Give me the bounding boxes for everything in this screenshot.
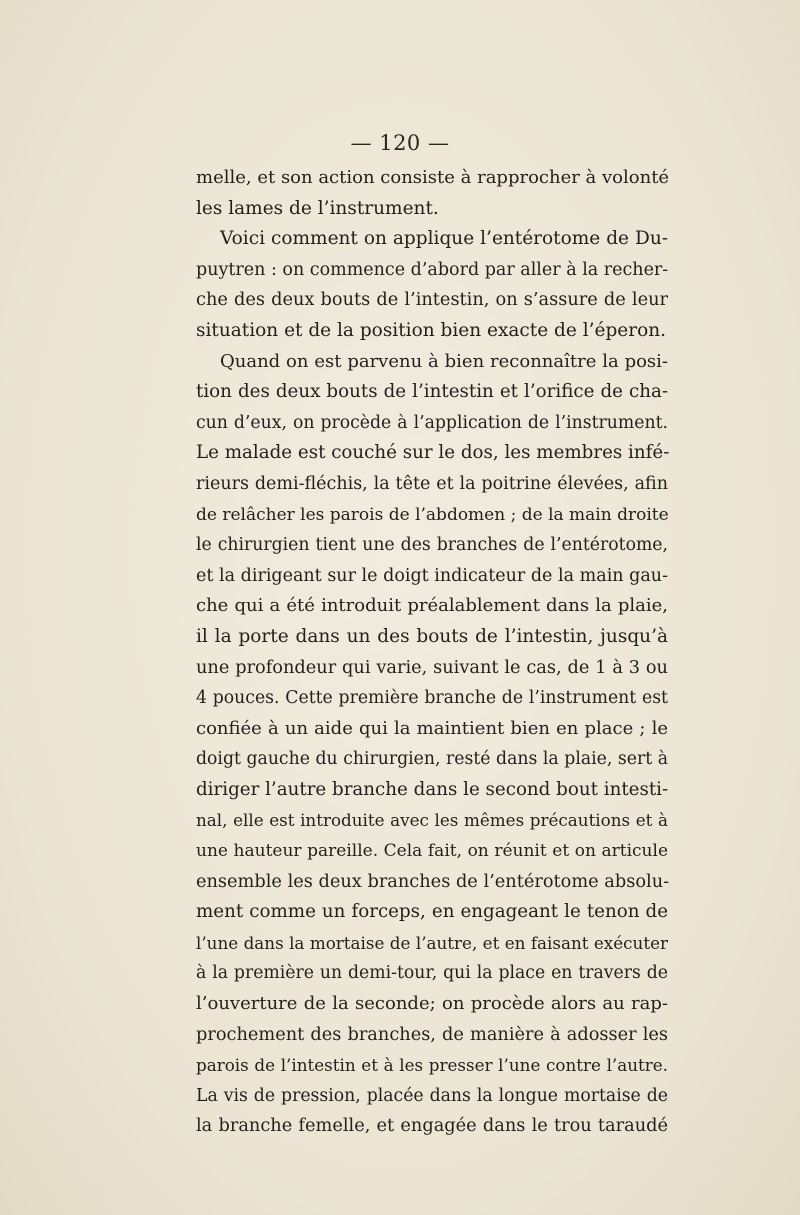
text-line: nal, elle est introduite avec les mêmes précautions et à bbox=[196, 810, 668, 831]
text-line: la branche femelle, et engagée dans le trou taraudé bbox=[196, 1116, 668, 1137]
body-text bbox=[196, 163, 668, 1142]
text-line: de relâcher les parois de l’abdomen ; de la main droite bbox=[196, 504, 669, 525]
text-line: Quand on est parvenu à bien reconnaître la posi- bbox=[220, 350, 668, 372]
text-line: che qui a été introduit préalablement dans la plaie, bbox=[196, 595, 668, 617]
text-line: confiée à un aide qui la maintient bien en place ; le bbox=[196, 717, 668, 739]
text-line: une profondeur qui varie, suivant le cas, de 1 à 3 ou bbox=[196, 657, 668, 678]
text-line: tion des deux bouts de l’intestin et l’orifice de cha- bbox=[196, 381, 668, 403]
text-line: l’une dans la mortaise de l’autre, et en faisant exécuter bbox=[196, 932, 668, 953]
text-line: ensemble les deux branches de l’entérotome absolu- bbox=[196, 871, 670, 892]
text-line: et la dirigeant sur le doigt indicateur de la main gau- bbox=[196, 565, 668, 586]
text-line: Le malade est couché sur le dos, les membres infé- bbox=[196, 442, 670, 464]
text-line: Voici comment on applique l’entérotome de Du- bbox=[220, 228, 668, 250]
text-line: l’ouverture de la seconde; on procède alors au rap- bbox=[196, 993, 668, 1015]
page-number: — 120 — bbox=[350, 131, 450, 155]
text-line: doigt gauche du chirurgien, resté dans la plaie, sert à bbox=[196, 749, 668, 770]
text-line: situation et de la position bien exacte de l’éperon. bbox=[196, 319, 667, 341]
text-line: à la première un demi-tour, qui la place en travers de bbox=[196, 963, 668, 984]
text-line: puytren : on commence d’abord par aller à la recher- bbox=[196, 259, 669, 280]
text-line: prochement des branches, de manière à adosser les bbox=[196, 1024, 668, 1045]
text-line: rieurs demi-fléchis, la tête et la poitrine élevées, afin bbox=[196, 473, 668, 494]
text-line: ment comme un forceps, en engageant le tenon de bbox=[196, 901, 668, 923]
text-line: parois de l’intestin et à les presser l’une contre l’autre. bbox=[196, 1055, 668, 1076]
text-line: che des deux bouts de l’intestin, on s’assure de leur bbox=[196, 290, 668, 311]
text-line: il la porte dans un des bouts de l’intestin, jusqu’à bbox=[196, 625, 668, 647]
text-line: melle, et son action consiste à rapprocher à volonté bbox=[196, 167, 670, 188]
text-line: les lames de l’instrument. bbox=[196, 197, 439, 219]
text-line: diriger l’autre branche dans le second bout intesti- bbox=[196, 778, 669, 800]
text-line: La vis de pression, placée dans la longue mortaise de bbox=[196, 1085, 668, 1106]
text-line: 4 pouces. Cette première branche de l’instrument est bbox=[196, 688, 668, 709]
text-line: une hauteur pareille. Cela fait, on réunit et on articule bbox=[196, 841, 668, 862]
text-line: cun d’eux, on procède à l’application de l’instrument. bbox=[196, 412, 668, 433]
text-line: le chirurgien tient une des branches de l’entérotome, bbox=[196, 535, 668, 556]
